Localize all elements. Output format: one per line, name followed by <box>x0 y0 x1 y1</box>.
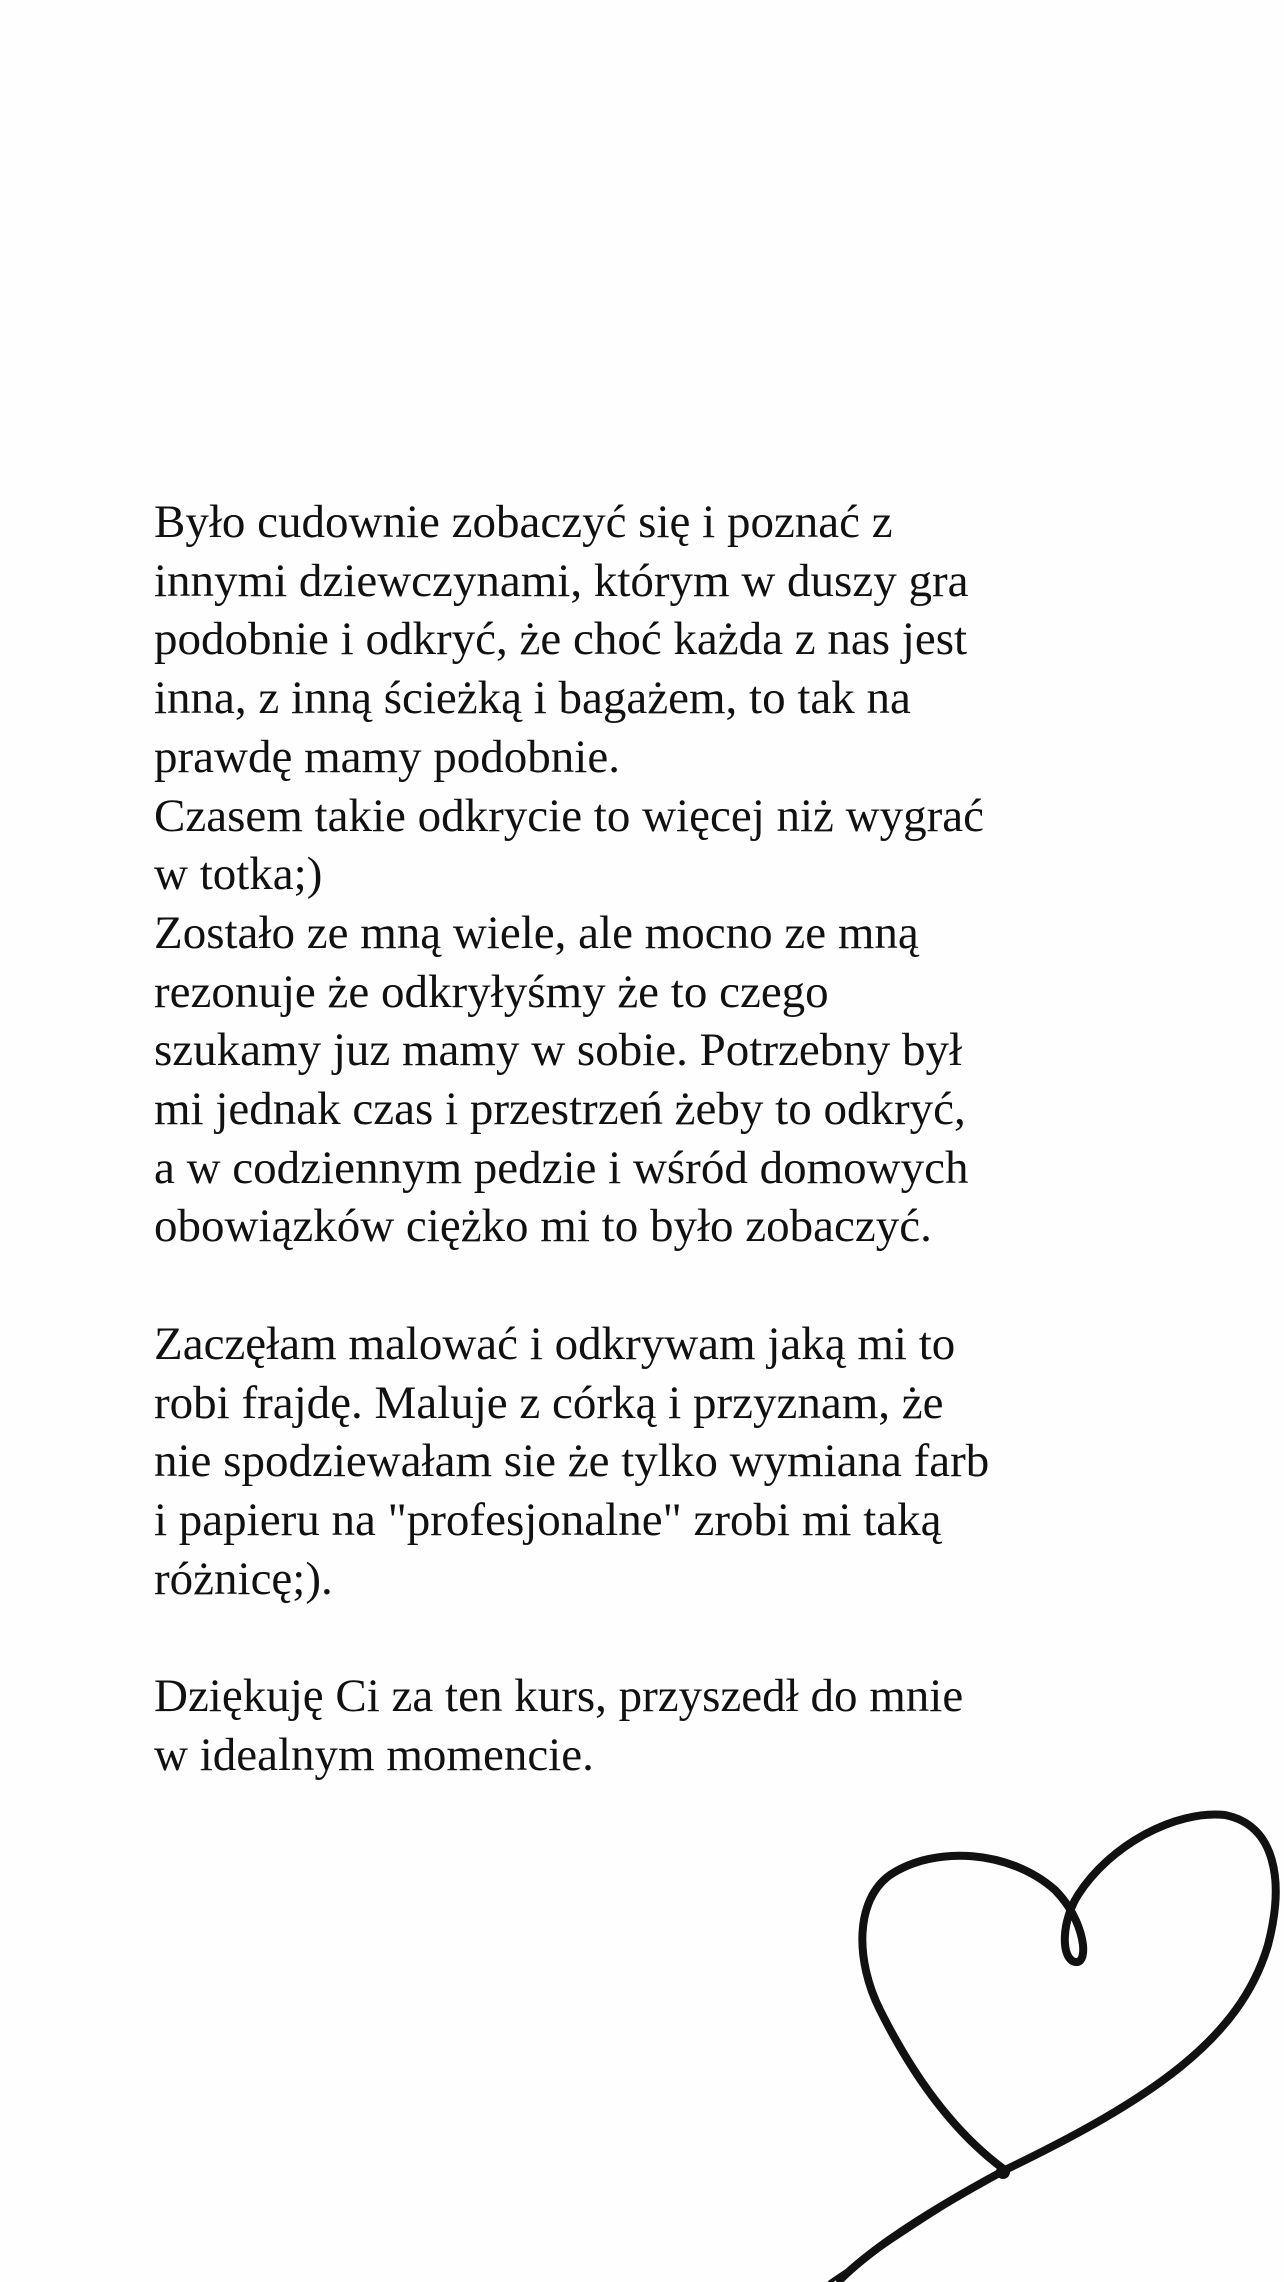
paragraph-gap <box>154 1608 1164 1667</box>
text-line: inna, z inną ścieżką i bagażem, to tak na <box>154 672 911 725</box>
text-line: Czasem takie odkrycie to więcej niż wygrać <box>154 789 984 842</box>
text-line: w totka;) <box>154 848 323 901</box>
text-line: mi jednak czas i przestrzeń żeby to odkryć, <box>154 1083 966 1136</box>
text-line: szukamy juz mamy w sobie. Potrzebny był <box>154 1024 962 1077</box>
text-line: prawdę mamy podobnie. <box>154 730 620 783</box>
heart-ink-blot <box>996 2165 1010 2179</box>
heart-tail-stroke <box>830 2170 1005 2282</box>
heart-stroke <box>840 1815 1276 2280</box>
text-line: podobnie i odkryć, że choć każda z nas jest <box>154 613 968 666</box>
text-line: i papieru na "profesjonalne" zrobi mi taką <box>154 1493 942 1546</box>
text-line: innymi dziewczynami, którym w duszy gra <box>154 554 969 607</box>
text-line: w idealnym momencie. <box>154 1728 594 1781</box>
text-line: Zaczęłam malować i odkrywam jaką mi to <box>154 1317 956 1370</box>
text-line: różnicę;). <box>154 1552 333 1605</box>
note-text <box>154 493 1164 1784</box>
text-line: a w codziennym pedzie i wśród domowych <box>154 1141 969 1194</box>
paragraph-gap <box>154 1256 1164 1315</box>
text-line: nie spodziewałam sie że tylko wymiana farb <box>154 1435 990 1488</box>
text-line: Zostało ze mną wiele, ale mocno ze mną <box>154 906 919 959</box>
text-line: Było cudownie zobaczyć się i poznać z <box>154 496 893 548</box>
text-line: robi frajdę. Maluje z córką i przyznam, że <box>154 1376 944 1429</box>
text-line: rezonuje że odkryłyśmy że to czego <box>154 965 829 1018</box>
text-line: Dziękuję Ci za ten kurs, przyszedł do mnie <box>154 1670 964 1723</box>
text-line: obowiązków ciężko mi to było zobaczyć. <box>154 1200 932 1253</box>
